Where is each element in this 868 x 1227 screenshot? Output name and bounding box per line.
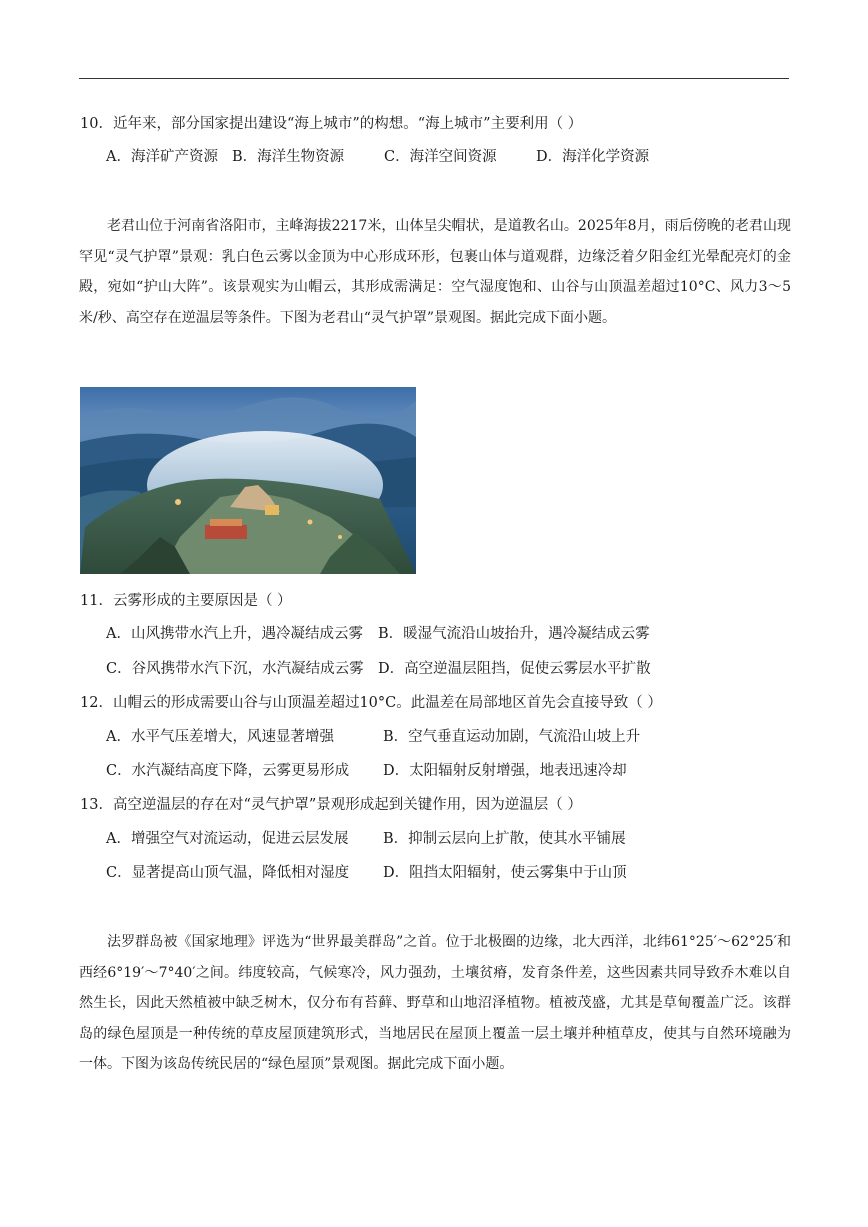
question-13-option-c: C．显著提高山顶气温，降低相对湿度	[106, 865, 350, 881]
question-10-option-a: A．海洋矿产资源	[106, 149, 218, 165]
question-13-option-b: B．抑制云层向上扩散，使其水平铺展	[383, 831, 626, 847]
question-10-option-c: C．海洋空间资源	[384, 149, 497, 165]
question-10-stem: 10．近年来，部分国家提出建设“海上城市”的构想。“海上城市”主要利用（ ）	[80, 116, 583, 132]
question-13-option-a: A．增强空气对流运动，促进云层发展	[106, 831, 349, 847]
passage-laojun-mountain: 老君山位于河南省洛阳市，主峰海拔2217米，山体呈尖帽状，是道教名山。2025年8月，雨后傍晚的老君山现罕见“灵气护罩”景观：乳白色云雾以金顶为中心形成环形，包裹山体与道观群，边缘泛着夕阳金红光晕配亮灯的金殿，宛如“护山大阵”。该景观实为山帽云，其形成需满足：空气湿度饱和、山谷与山顶温差超过10°C、风力3～5米/秒、高空存在逆温层等条件。下图为老君山“灵气护罩”景观图。据此完成下面小题。	[79, 218, 791, 326]
question-12-option-c: C．水汽凝结高度下降，云雾更易形成	[106, 763, 350, 779]
question-11-option-c: C．谷风携带水汽下沉，水汽凝结成云雾	[106, 661, 364, 677]
question-12-stem: 12．山帽云的形成需要山谷与山顶温差超过10°C。此温差在局部地区首先会直接导致（ ）	[80, 695, 662, 711]
question-10-option-b: B．海洋生物资源	[232, 149, 345, 165]
header-rule	[79, 78, 789, 79]
question-13-stem: 13．高空逆温层的存在对“灵气护罩”景观形成起到关键作用，因为逆温层（ ）	[80, 797, 582, 813]
question-13-option-d: D．阻挡太阳辐射，使云雾集中于山顶	[383, 865, 627, 881]
laojun-mountain-cloud-photo	[80, 387, 416, 574]
question-10-option-d: D．海洋化学资源	[536, 149, 650, 165]
passage-faroe-islands: 法罗群岛被《国家地理》评选为“世界最美群岛”之首。位于北极圈的边缘，北大西洋，北纬61°25′～62°25′和西经6°19′～7°40′之间。纬度较高，气候寒冷，风力强劲，土壤贫瘠，发育条件差，这些因素共同导致乔木难以自然生长，因此天然植被中缺乏树木，仅分布有苔藓、野草和山地沼泽植物。植被茂盛，尤其是草甸覆盖广泛。该群岛的绿色屋顶是一种传统的草皮屋顶建筑形式，当地居民在屋顶上覆盖一层土壤并种植草皮，使其与自然环境融为一体。下图为该岛传统民居的“绿色屋顶”景观图。据此完成下面小题。	[79, 934, 791, 1072]
question-11-stem: 11．云雾形成的主要原因是（ ）	[80, 593, 292, 609]
question-11-option-a: A．山风携带水汽上升，遇冷凝结成云雾	[106, 626, 363, 642]
question-11-option-b: B．暖湿气流沿山坡抬升，遇冷凝结成云雾	[378, 626, 650, 642]
question-12-option-b: B．空气垂直运动加剧，气流沿山坡上升	[383, 729, 641, 745]
question-11-option-d: D．高空逆温层阻挡，促使云雾层水平扩散	[378, 661, 651, 677]
question-12-option-d: D．太阳辐射反射增强，地表迅速冷却	[383, 763, 627, 779]
question-12-option-a: A．水平气压差增大，风速显著增强	[106, 729, 334, 745]
